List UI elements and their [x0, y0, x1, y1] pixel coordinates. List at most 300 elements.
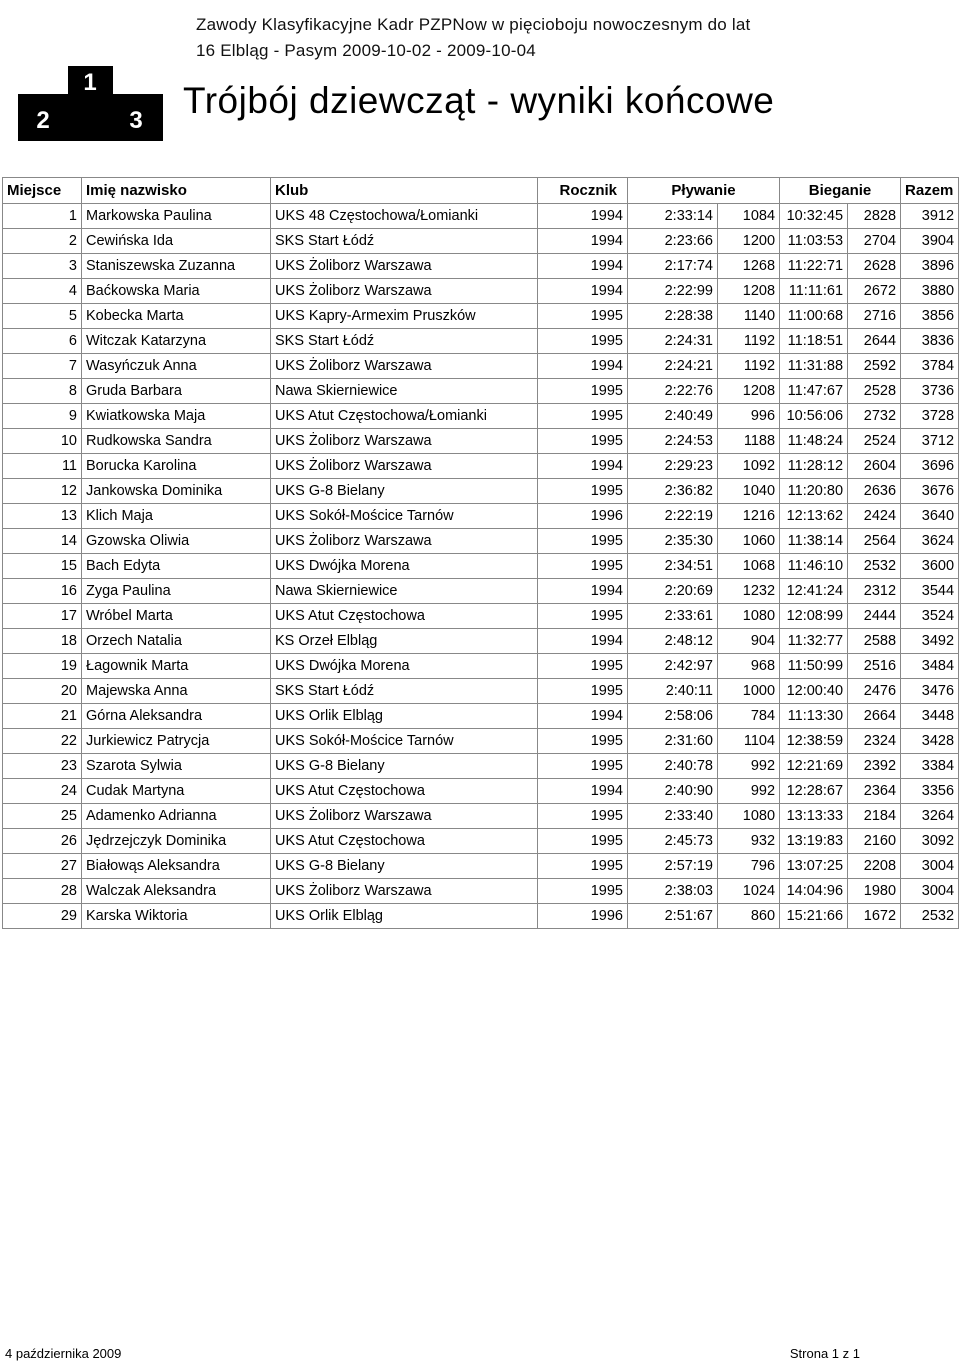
cell-year: 1995 — [538, 429, 628, 454]
cell-year: 1994 — [538, 354, 628, 379]
cell-year: 1995 — [538, 379, 628, 404]
cell-club: UKS Dwójka Morena — [271, 654, 538, 679]
cell-total: 3356 — [901, 779, 959, 804]
cell-name: Orzech Natalia — [82, 629, 271, 654]
cell-place: 5 — [3, 304, 82, 329]
cell-swim-time: 2:31:60 — [628, 729, 718, 754]
cell-run-time: 12:38:59 — [780, 729, 848, 754]
cell-run-points: 2644 — [848, 329, 901, 354]
column-header-place: Miejsce — [3, 178, 82, 204]
cell-place: 1 — [3, 204, 82, 229]
cell-swim-time: 2:40:49 — [628, 404, 718, 429]
cell-name: Górna Aleksandra — [82, 704, 271, 729]
cell-swim-points: 860 — [718, 904, 780, 929]
cell-name: Szarota Sylwia — [82, 754, 271, 779]
cell-swim-time: 2:33:40 — [628, 804, 718, 829]
cell-run-time: 12:41:24 — [780, 579, 848, 604]
cell-run-time: 11:31:88 — [780, 354, 848, 379]
cell-year: 1995 — [538, 554, 628, 579]
cell-run-time: 12:08:99 — [780, 604, 848, 629]
cell-place: 17 — [3, 604, 82, 629]
cell-total: 3784 — [901, 354, 959, 379]
table-row — [3, 854, 959, 879]
cell-club: UKS Kapry-Armexim Pruszków — [271, 304, 538, 329]
cell-year: 1995 — [538, 304, 628, 329]
table-row — [3, 454, 959, 479]
cell-swim-points: 1140 — [718, 304, 780, 329]
cell-place: 8 — [3, 379, 82, 404]
cell-year: 1994 — [538, 579, 628, 604]
cell-swim-points: 1068 — [718, 554, 780, 579]
cell-place: 22 — [3, 729, 82, 754]
cell-swim-time: 2:23:66 — [628, 229, 718, 254]
cell-place: 7 — [3, 354, 82, 379]
cell-run-time: 11:38:14 — [780, 529, 848, 554]
cell-total: 3476 — [901, 679, 959, 704]
cell-run-points: 2516 — [848, 654, 901, 679]
cell-year: 1995 — [538, 654, 628, 679]
cell-name: Klich Maja — [82, 504, 271, 529]
cell-name: Karska Wiktoria — [82, 904, 271, 929]
table-row — [3, 829, 959, 854]
cell-run-time: 11:18:51 — [780, 329, 848, 354]
cell-run-points: 2364 — [848, 779, 901, 804]
cell-run-points: 2184 — [848, 804, 901, 829]
cell-run-time: 11:46:10 — [780, 554, 848, 579]
cell-club: UKS Sokół-Mościce Tarnów — [271, 504, 538, 529]
cell-place: 18 — [3, 629, 82, 654]
cell-swim-points: 1268 — [718, 254, 780, 279]
cell-club: Nawa Skierniewice — [271, 579, 538, 604]
cell-total: 3092 — [901, 829, 959, 854]
cell-club: UKS Dwójka Morena — [271, 554, 538, 579]
table-row — [3, 479, 959, 504]
table-row — [3, 754, 959, 779]
cell-club: UKS Żoliborz Warszawa — [271, 879, 538, 904]
table-row — [3, 879, 959, 904]
cell-club: UKS G-8 Bielany — [271, 479, 538, 504]
cell-year: 1994 — [538, 204, 628, 229]
cell-total: 3736 — [901, 379, 959, 404]
podium-first: 1 — [83, 69, 97, 96]
cell-year: 1995 — [538, 529, 628, 554]
cell-name: Wróbel Marta — [82, 604, 271, 629]
results-table — [2, 177, 959, 929]
cell-total: 3544 — [901, 579, 959, 604]
table-row — [3, 579, 959, 604]
column-header-total: Razem — [901, 178, 959, 204]
cell-run-time: 12:13:62 — [780, 504, 848, 529]
competition-line-1: Zawody Klasyfikacyjne Kadr PZPNow w pięcioboju nowoczesnym do lat — [196, 15, 751, 34]
cell-swim-points: 1080 — [718, 804, 780, 829]
cell-total: 3712 — [901, 429, 959, 454]
cell-total: 3524 — [901, 604, 959, 629]
cell-name: Gruda Barbara — [82, 379, 271, 404]
cell-club: Nawa Skierniewice — [271, 379, 538, 404]
cell-swim-points: 904 — [718, 629, 780, 654]
cell-club: UKS G-8 Bielany — [271, 754, 538, 779]
cell-total: 3492 — [901, 629, 959, 654]
cell-total: 3880 — [901, 279, 959, 304]
cell-run-points: 2664 — [848, 704, 901, 729]
cell-place: 11 — [3, 454, 82, 479]
cell-swim-time: 2:35:30 — [628, 529, 718, 554]
cell-total: 3640 — [901, 504, 959, 529]
cell-run-time: 11:48:24 — [780, 429, 848, 454]
table-row — [3, 429, 959, 454]
table-row — [3, 404, 959, 429]
cell-run-points: 2476 — [848, 679, 901, 704]
cell-total: 3484 — [901, 654, 959, 679]
cell-swim-time: 2:20:69 — [628, 579, 718, 604]
cell-swim-points: 1024 — [718, 879, 780, 904]
column-header-swimming: Pływanie — [628, 178, 780, 204]
cell-run-points: 2704 — [848, 229, 901, 254]
cell-club: UKS 48 Częstochowa/Łomianki — [271, 204, 538, 229]
cell-swim-points: 1200 — [718, 229, 780, 254]
cell-name: Zyga Paulina — [82, 579, 271, 604]
cell-total: 3428 — [901, 729, 959, 754]
cell-run-time: 10:56:06 — [780, 404, 848, 429]
cell-swim-points: 1192 — [718, 354, 780, 379]
cell-run-points: 2592 — [848, 354, 901, 379]
table-row — [3, 729, 959, 754]
cell-year: 1994 — [538, 279, 628, 304]
cell-run-time: 15:21:66 — [780, 904, 848, 929]
cell-swim-points: 992 — [718, 754, 780, 779]
cell-run-points: 2528 — [848, 379, 901, 404]
cell-swim-time: 2:33:14 — [628, 204, 718, 229]
cell-swim-time: 2:34:51 — [628, 554, 718, 579]
cell-club: UKS Żoliborz Warszawa — [271, 279, 538, 304]
cell-swim-time: 2:40:78 — [628, 754, 718, 779]
cell-club: SKS Start Łódź — [271, 679, 538, 704]
table-row — [3, 329, 959, 354]
cell-place: 28 — [3, 879, 82, 904]
cell-year: 1996 — [538, 904, 628, 929]
cell-swim-points: 1040 — [718, 479, 780, 504]
cell-place: 9 — [3, 404, 82, 429]
cell-run-time: 11:50:99 — [780, 654, 848, 679]
cell-year: 1995 — [538, 854, 628, 879]
cell-place: 16 — [3, 579, 82, 604]
cell-run-time: 11:13:30 — [780, 704, 848, 729]
cell-run-time: 11:22:71 — [780, 254, 848, 279]
cell-place: 15 — [3, 554, 82, 579]
column-header-club: Klub — [271, 178, 538, 204]
cell-name: Białowąs Aleksandra — [82, 854, 271, 879]
cell-run-points: 2324 — [848, 729, 901, 754]
cell-place: 25 — [3, 804, 82, 829]
cell-year: 1995 — [538, 604, 628, 629]
cell-swim-points: 992 — [718, 779, 780, 804]
cell-year: 1994 — [538, 704, 628, 729]
cell-name: Staniszewska Zuzanna — [82, 254, 271, 279]
cell-year: 1995 — [538, 479, 628, 504]
cell-swim-time: 2:51:67 — [628, 904, 718, 929]
cell-name: Borucka Karolina — [82, 454, 271, 479]
cell-year: 1995 — [538, 679, 628, 704]
table-row — [3, 604, 959, 629]
cell-year: 1995 — [538, 804, 628, 829]
column-header-name: Imię nazwisko — [82, 178, 271, 204]
cell-year: 1995 — [538, 329, 628, 354]
page-title: Trójbój dziewcząt - wyniki końcowe — [183, 80, 775, 121]
table-row — [3, 354, 959, 379]
cell-club: SKS Start Łódź — [271, 229, 538, 254]
cell-run-time: 11:47:67 — [780, 379, 848, 404]
cell-club: UKS Żoliborz Warszawa — [271, 454, 538, 479]
cell-swim-points: 1216 — [718, 504, 780, 529]
cell-swim-points: 1188 — [718, 429, 780, 454]
cell-year: 1994 — [538, 229, 628, 254]
column-header-running: Bieganie — [780, 178, 901, 204]
cell-run-points: 2628 — [848, 254, 901, 279]
cell-swim-points: 996 — [718, 404, 780, 429]
cell-run-points: 2828 — [848, 204, 901, 229]
cell-swim-time: 2:33:61 — [628, 604, 718, 629]
cell-swim-points: 1092 — [718, 454, 780, 479]
cell-year: 1994 — [538, 254, 628, 279]
table-row — [3, 654, 959, 679]
cell-place: 4 — [3, 279, 82, 304]
cell-year: 1995 — [538, 879, 628, 904]
podium-second: 2 — [36, 107, 50, 134]
cell-place: 13 — [3, 504, 82, 529]
cell-name: Kwiatkowska Maja — [82, 404, 271, 429]
cell-total: 3696 — [901, 454, 959, 479]
podium-third: 3 — [129, 107, 143, 134]
footer-page-number: Strona 1 z 1 — [789, 1346, 860, 1361]
cell-total: 3624 — [901, 529, 959, 554]
table-row — [3, 529, 959, 554]
cell-club: UKS Atut Częstochowa — [271, 829, 538, 854]
cell-run-points: 2732 — [848, 404, 901, 429]
cell-name: Łagownik Marta — [82, 654, 271, 679]
cell-run-time: 11:20:80 — [780, 479, 848, 504]
cell-total: 3384 — [901, 754, 959, 779]
cell-run-time: 13:07:25 — [780, 854, 848, 879]
cell-total: 3448 — [901, 704, 959, 729]
cell-swim-time: 2:40:11 — [628, 679, 718, 704]
cell-total: 3676 — [901, 479, 959, 504]
cell-swim-points: 1060 — [718, 529, 780, 554]
cell-run-points: 2392 — [848, 754, 901, 779]
table-row — [3, 304, 959, 329]
cell-swim-time: 2:28:38 — [628, 304, 718, 329]
header-row — [3, 178, 959, 204]
cell-name: Jankowska Dominika — [82, 479, 271, 504]
table-row — [3, 679, 959, 704]
cell-club: UKS Żoliborz Warszawa — [271, 354, 538, 379]
cell-name: Adamenko Adrianna — [82, 804, 271, 829]
cell-total: 3912 — [901, 204, 959, 229]
cell-swim-time: 2:38:03 — [628, 879, 718, 904]
cell-total: 3836 — [901, 329, 959, 354]
cell-run-points: 2588 — [848, 629, 901, 654]
cell-club: UKS Żoliborz Warszawa — [271, 254, 538, 279]
report-header — [0, 0, 960, 178]
cell-run-time: 12:00:40 — [780, 679, 848, 704]
cell-run-time: 11:32:77 — [780, 629, 848, 654]
cell-run-points: 2672 — [848, 279, 901, 304]
cell-run-time: 12:21:69 — [780, 754, 848, 779]
cell-swim-time: 2:24:53 — [628, 429, 718, 454]
cell-name: Cudak Martyna — [82, 779, 271, 804]
cell-name: Walczak Aleksandra — [82, 879, 271, 904]
cell-run-points: 2424 — [848, 504, 901, 529]
cell-name: Kobecka Marta — [82, 304, 271, 329]
cell-swim-points: 784 — [718, 704, 780, 729]
competition-line-2: 16 Elbląg - Pasym 2009-10-02 - 2009-10-04 — [196, 41, 536, 60]
cell-swim-points: 1232 — [718, 579, 780, 604]
cell-run-points: 2312 — [848, 579, 901, 604]
cell-name: Jędrzejczyk Dominika — [82, 829, 271, 854]
cell-club: UKS Żoliborz Warszawa — [271, 429, 538, 454]
cell-total: 3004 — [901, 854, 959, 879]
cell-place: 3 — [3, 254, 82, 279]
cell-swim-points: 1084 — [718, 204, 780, 229]
cell-swim-time: 2:57:19 — [628, 854, 718, 879]
cell-run-time: 10:32:45 — [780, 204, 848, 229]
cell-run-time: 12:28:67 — [780, 779, 848, 804]
cell-swim-time: 2:22:19 — [628, 504, 718, 529]
cell-place: 12 — [3, 479, 82, 504]
cell-swim-points: 796 — [718, 854, 780, 879]
cell-swim-time: 2:22:99 — [628, 279, 718, 304]
table-row — [3, 704, 959, 729]
cell-swim-time: 2:58:06 — [628, 704, 718, 729]
cell-swim-points: 1208 — [718, 279, 780, 304]
cell-total: 2532 — [901, 904, 959, 929]
cell-total: 3856 — [901, 304, 959, 329]
cell-year: 1995 — [538, 404, 628, 429]
table-row — [3, 229, 959, 254]
cell-place: 10 — [3, 429, 82, 454]
cell-run-points: 2160 — [848, 829, 901, 854]
cell-club: KS Orzeł Elbląg — [271, 629, 538, 654]
cell-run-points: 2208 — [848, 854, 901, 879]
cell-swim-points: 1192 — [718, 329, 780, 354]
cell-total: 3004 — [901, 879, 959, 904]
cell-club: UKS Orlik Elbląg — [271, 904, 538, 929]
cell-run-time: 14:04:96 — [780, 879, 848, 904]
cell-run-time: 13:13:33 — [780, 804, 848, 829]
cell-club: UKS Atut Częstochowa/Łomianki — [271, 404, 538, 429]
cell-club: UKS Żoliborz Warszawa — [271, 529, 538, 554]
table-row — [3, 779, 959, 804]
cell-swim-points: 1080 — [718, 604, 780, 629]
cell-club: UKS Atut Częstochowa — [271, 779, 538, 804]
cell-name: Baćkowska Maria — [82, 279, 271, 304]
cell-place: 23 — [3, 754, 82, 779]
cell-place: 14 — [3, 529, 82, 554]
cell-run-time: 11:03:53 — [780, 229, 848, 254]
cell-run-points: 2564 — [848, 529, 901, 554]
cell-run-points: 2532 — [848, 554, 901, 579]
cell-place: 19 — [3, 654, 82, 679]
table-row — [3, 554, 959, 579]
cell-run-points: 2444 — [848, 604, 901, 629]
cell-swim-points: 1208 — [718, 379, 780, 404]
cell-year: 1995 — [538, 729, 628, 754]
cell-name: Majewska Anna — [82, 679, 271, 704]
cell-club: UKS G-8 Bielany — [271, 854, 538, 879]
cell-run-time: 13:19:83 — [780, 829, 848, 854]
cell-run-points: 1672 — [848, 904, 901, 929]
cell-name: Bach Edyta — [82, 554, 271, 579]
cell-place: 27 — [3, 854, 82, 879]
cell-swim-time: 2:24:31 — [628, 329, 718, 354]
cell-swim-time: 2:42:97 — [628, 654, 718, 679]
cell-name: Rudkowska Sandra — [82, 429, 271, 454]
table-row — [3, 804, 959, 829]
cell-swim-time: 2:22:76 — [628, 379, 718, 404]
cell-place: 20 — [3, 679, 82, 704]
table-row — [3, 504, 959, 529]
cell-swim-points: 1000 — [718, 679, 780, 704]
cell-run-time: 11:00:68 — [780, 304, 848, 329]
cell-year: 1995 — [538, 829, 628, 854]
cell-swim-time: 2:36:82 — [628, 479, 718, 504]
cell-year: 1996 — [538, 504, 628, 529]
cell-total: 3896 — [901, 254, 959, 279]
table-row — [3, 254, 959, 279]
column-header-year: Rocznik — [538, 178, 628, 204]
cell-year: 1995 — [538, 754, 628, 779]
cell-place: 21 — [3, 704, 82, 729]
cell-place: 29 — [3, 904, 82, 929]
cell-name: Cewińska Ida — [82, 229, 271, 254]
cell-year: 1994 — [538, 454, 628, 479]
cell-club: UKS Sokół-Mościce Tarnów — [271, 729, 538, 754]
cell-club: SKS Start Łódź — [271, 329, 538, 354]
footer-date: 4 października 2009 — [5, 1346, 122, 1361]
cell-name: Jurkiewicz Patrycja — [82, 729, 271, 754]
cell-total: 3728 — [901, 404, 959, 429]
table-row — [3, 204, 959, 229]
cell-swim-time: 2:17:74 — [628, 254, 718, 279]
table-row — [3, 379, 959, 404]
cell-run-time: 11:28:12 — [780, 454, 848, 479]
cell-swim-time: 2:48:12 — [628, 629, 718, 654]
cell-swim-points: 932 — [718, 829, 780, 854]
cell-name: Wasyńczuk Anna — [82, 354, 271, 379]
cell-year: 1994 — [538, 629, 628, 654]
cell-run-points: 2604 — [848, 454, 901, 479]
cell-run-points: 2636 — [848, 479, 901, 504]
cell-swim-time: 2:29:23 — [628, 454, 718, 479]
cell-club: UKS Orlik Elbląg — [271, 704, 538, 729]
podium-icon — [18, 66, 163, 141]
cell-total: 3264 — [901, 804, 959, 829]
cell-total: 3904 — [901, 229, 959, 254]
cell-year: 1994 — [538, 779, 628, 804]
cell-club: UKS Żoliborz Warszawa — [271, 804, 538, 829]
cell-name: Witczak Katarzyna — [82, 329, 271, 354]
cell-swim-time: 2:24:21 — [628, 354, 718, 379]
results-body — [3, 204, 959, 929]
cell-total: 3600 — [901, 554, 959, 579]
table-row — [3, 629, 959, 654]
cell-place: 24 — [3, 779, 82, 804]
cell-run-time: 11:11:61 — [780, 279, 848, 304]
cell-swim-time: 2:40:90 — [628, 779, 718, 804]
table-row — [3, 279, 959, 304]
cell-place: 6 — [3, 329, 82, 354]
table-row — [3, 904, 959, 929]
cell-name: Markowska Paulina — [82, 204, 271, 229]
